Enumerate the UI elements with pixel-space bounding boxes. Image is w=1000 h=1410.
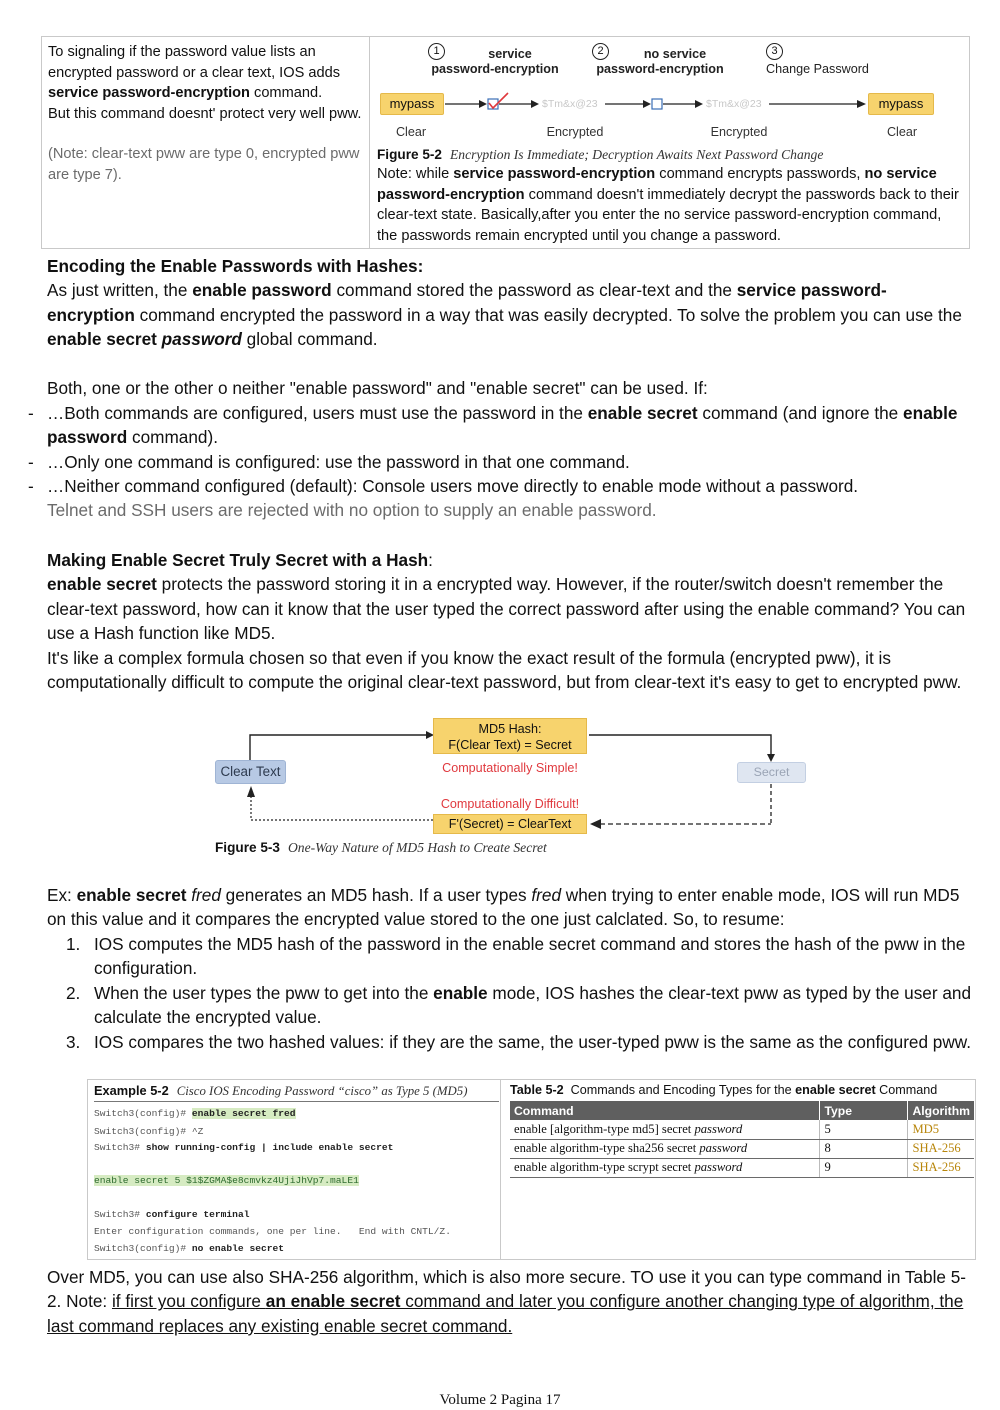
paragraph: Ex: enable secret fred generates an MD5 hash. If a user types fred when trying to enter enable mode, IOS will run MD5 on this value and it compares the encrypted value stored to the one just calclated. So, to resume: xyxy=(47,885,960,930)
table-row: enable [algorithm-type md5] secret password 5 MD5 xyxy=(510,1120,974,1139)
top-table-left-cell xyxy=(42,37,370,248)
section-enable-hashes xyxy=(47,254,972,400)
computationally-simple-label: Computationally Simple! xyxy=(442,761,578,775)
paragraph: As just written, the enable password command stored the password as clear-text and the service password-encryption command encrypted the password in a way that was easily decrypted. To solve the problem you can use the enable secret password global command. xyxy=(47,280,962,350)
section-heading: Encoding the Enable Passwords with Hashes: xyxy=(47,256,424,276)
paragraph: Both, one or the other o neither "enable password" and "enable secret" can be used. If: xyxy=(47,378,708,399)
closing-paragraph: Over MD5, you can use also SHA-256 algorithm, which is also more secure. TO use it you can type command in Table 5-2. Note: if first you configure an enable secret command and later you configure another changing type of algorithm, the last command replaces any existing enable secret command. xyxy=(47,1267,967,1336)
figure-5-2-arrows xyxy=(371,81,969,125)
table-row: enable algorithm-type sha256 secret password 8 SHA-256 xyxy=(510,1139,974,1158)
code-line: Switch3(config)# enable secret fred xyxy=(94,1108,296,1119)
example-5-2-title: Example 5-2 Cisco IOS Encoding Password “cisco” as Type 5 (MD5) xyxy=(94,1083,499,1102)
figure-5-2-caption: Figure 5-2 Encryption Is Immediate; Decryption Awaits Next Password Change xyxy=(377,147,824,162)
section-heading: Making Enable Secret Truly Secret with a Hash: xyxy=(47,550,433,570)
state-label-encrypted-1: Encrypted xyxy=(546,125,604,139)
table-row: enable algorithm-type scrypt secret password 9 SHA-256 xyxy=(510,1158,974,1177)
encrypted-value-2: $Tm&x@23 xyxy=(706,98,762,110)
column-header: Command xyxy=(510,1101,820,1120)
column-header: Algorithm xyxy=(908,1101,974,1120)
figure-5-3-caption: Figure 5-3 One-Way Nature of MD5 Hash to Create Secret xyxy=(215,840,547,855)
top-table xyxy=(41,36,970,249)
clear-password-box-left: mypass xyxy=(380,93,444,115)
code-line: Switch3# configure terminal xyxy=(94,1209,250,1220)
step-label-1: service password-encryption xyxy=(431,47,559,76)
example-5-2 xyxy=(88,1080,501,1259)
section-example xyxy=(47,883,972,932)
step-label-3: Change Password xyxy=(766,62,869,76)
code-line: enable secret 5 $1$ZGMA$e8cmvkz4UjiJhVp7.maLE1 xyxy=(94,1175,359,1186)
intro-paragraph: To signaling if the password value lists an encrypted password or a clear text, IOS adds service password-encryption command. xyxy=(48,44,341,102)
md5-hash-box: MD5 Hash: F(Clear Text) = Secret xyxy=(433,718,587,754)
figure-5-2 xyxy=(371,37,969,248)
code-line: Switch3# show running-config | include enable secret xyxy=(94,1142,394,1153)
type-note: (Note: clear-text pww are type 0, encrypted pww are type 7). xyxy=(48,146,360,183)
state-label-encrypted-2: Encrypted xyxy=(710,125,768,139)
state-label-clear-1: Clear xyxy=(395,125,427,139)
code-line: Enter configuration commands, one per line. End with CNTL/Z. xyxy=(94,1226,451,1237)
code-line: Switch3(config)# ^Z xyxy=(94,1126,204,1137)
clear-password-box-right: mypass xyxy=(868,93,934,115)
intro-paragraph-2: But this command doesnt' protect very well pww. xyxy=(48,105,362,122)
clear-text-box: Clear Text xyxy=(215,760,286,784)
example-and-table xyxy=(87,1079,976,1260)
step-number-2: 2 xyxy=(592,43,609,60)
figure-5-3 xyxy=(200,716,800,866)
page-footer: Volume 2 Pagina 17 xyxy=(439,1392,561,1408)
list-item: 2. When the user types the pww to get into the enable mode, IOS hashes the clear-text pww as typed by the user and calculate the encrypted value. xyxy=(66,983,972,1028)
step-label-2: no service password-encryption xyxy=(596,47,724,76)
table-5-2-title: Table 5-2 Commands and Encoding Types for the enable secret Command xyxy=(510,1083,938,1097)
table-5-2 xyxy=(502,1080,976,1259)
list-item: - …Neither command configured (default): Console users move directly to enable mode without a password. Telnet and SSH users are rejected with no option to supply an enable password. xyxy=(28,476,859,521)
inverse-function-box: F'(Secret) = ClearText xyxy=(433,814,587,834)
computationally-difficult-label: Computationally Difficult! xyxy=(440,797,580,811)
paragraph: enable secret protects the password storing it in a encrypted way. However, if the router/switch doesn't remember the clear-text password, how can it know that the user typed the correct password after using the enable command? You can use a Hash function like MD5. xyxy=(47,574,966,644)
list-item: 1. IOS computes the MD5 hash of the password in the enable secret command and stores the hash of the pww in the configuration. xyxy=(66,934,966,979)
encrypted-value-1: $Tm&x@23 xyxy=(542,98,598,110)
column-header: Type xyxy=(820,1101,908,1120)
code-line: Switch3(config)# no enable secret xyxy=(94,1243,284,1254)
list-item: 3. IOS compares the two hashed values: if they are the same, the user-typed pww is the same as the configured pww. xyxy=(66,1032,972,1052)
state-label-clear-2: Clear xyxy=(886,125,918,139)
step-number-1: 1 xyxy=(428,43,445,60)
section-hash xyxy=(47,548,972,694)
decryption-note: Note: while service password-encryption command encrypts passwords, no service password-encryption command doesn't immediately decrypt the passwords back to their clear-text state. Basically,after you enter the no service password-encryption command, the passwords remain encrypted until you change a password. xyxy=(377,166,959,244)
step-number-3: 3 xyxy=(766,43,783,60)
list-item: - …Both commands are configured, users must use the password in the enable secret command (and ignore the enable password command). xyxy=(28,403,958,448)
secret-box: Secret xyxy=(737,762,806,783)
commands-table xyxy=(510,1101,974,1178)
paragraph: It's like a complex formula chosen so that even if you know the exact result of the formula (encrypted pww), it is computationally difficult to compute the original clear-text password, but from clear-text it's easy to get to encrypted pww. xyxy=(47,647,962,693)
